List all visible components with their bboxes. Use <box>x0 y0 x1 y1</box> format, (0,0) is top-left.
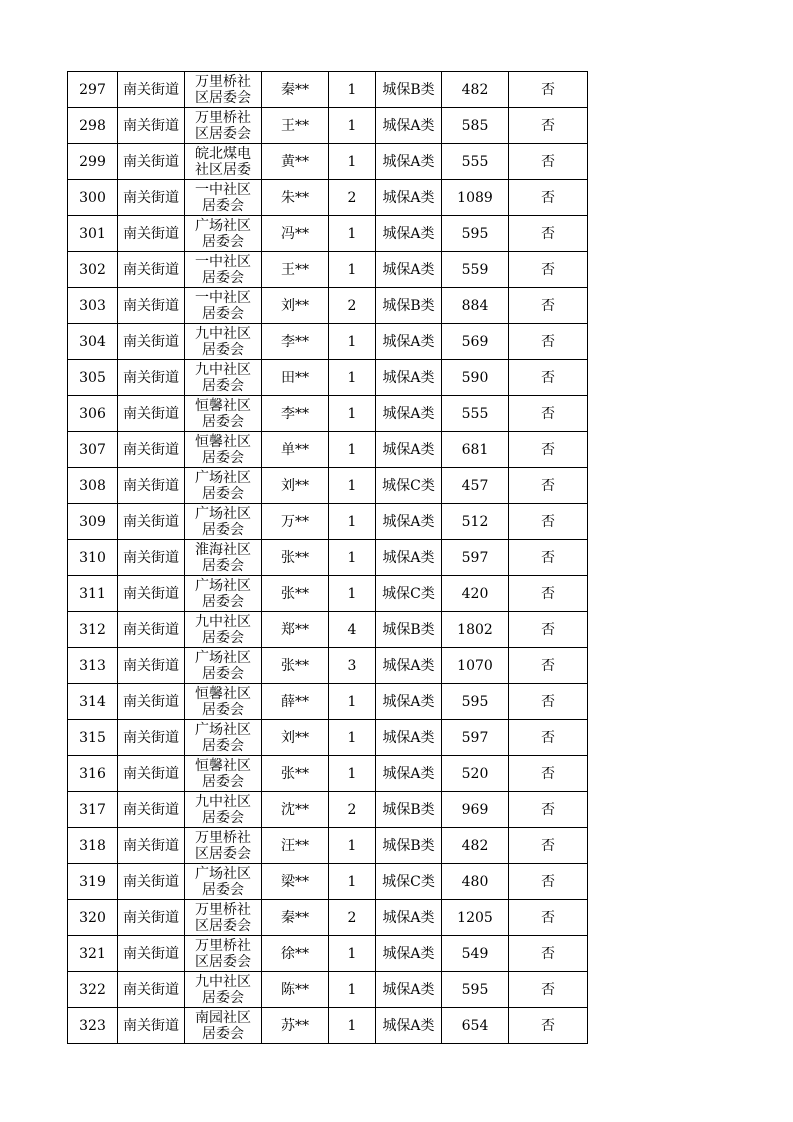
serial-number-cell: 304 <box>68 324 118 360</box>
person-name-cell: 薛** <box>262 684 329 720</box>
person-name-cell: 王** <box>262 108 329 144</box>
amount-cell: 420 <box>442 576 509 612</box>
household-count-cell: 1 <box>329 504 376 540</box>
serial-number-cell: 301 <box>68 216 118 252</box>
street-cell: 南关街道 <box>118 396 185 432</box>
community-line: 万里桥社 <box>195 901 251 918</box>
serial-number-cell: 321 <box>68 936 118 972</box>
flag-cell: 否 <box>509 252 588 288</box>
community-line: 广场社区 <box>195 721 251 738</box>
person-name-cell: 梁** <box>262 864 329 900</box>
community-cell <box>185 756 262 792</box>
community-line: 居委会 <box>202 557 244 574</box>
household-count-cell: 1 <box>329 576 376 612</box>
insurance-type-cell: 城保A类 <box>376 936 442 972</box>
person-name-cell: 张** <box>262 756 329 792</box>
amount-cell: 884 <box>442 288 509 324</box>
community-cell <box>185 864 262 900</box>
table-row <box>68 540 588 576</box>
community-line: 九中社区 <box>195 613 251 630</box>
table-row <box>68 828 588 864</box>
amount-cell: 457 <box>442 468 509 504</box>
amount-cell: 512 <box>442 504 509 540</box>
community-cell <box>185 900 262 936</box>
street-cell: 南关街道 <box>118 144 185 180</box>
insurance-type-cell: 城保B类 <box>376 288 442 324</box>
community-line: 恒馨社区 <box>195 757 251 774</box>
serial-number-cell: 323 <box>68 1008 118 1044</box>
insurance-type-cell: 城保A类 <box>376 756 442 792</box>
flag-cell: 否 <box>509 900 588 936</box>
table-row <box>68 684 588 720</box>
serial-number-cell: 315 <box>68 720 118 756</box>
amount-cell: 482 <box>442 828 509 864</box>
amount-cell: 569 <box>442 324 509 360</box>
community-line: 广场社区 <box>195 505 251 522</box>
household-count-cell: 1 <box>329 756 376 792</box>
flag-cell: 否 <box>509 216 588 252</box>
community-cell <box>185 720 262 756</box>
insurance-type-cell: 城保A类 <box>376 180 442 216</box>
flag-cell: 否 <box>509 288 588 324</box>
community-cell <box>185 396 262 432</box>
person-name-cell: 王** <box>262 252 329 288</box>
person-name-cell: 刘** <box>262 468 329 504</box>
flag-cell: 否 <box>509 396 588 432</box>
insurance-type-cell: 城保A类 <box>376 972 442 1008</box>
community-cell <box>185 252 262 288</box>
table-row <box>68 108 588 144</box>
community-line: 万里桥社 <box>195 73 251 90</box>
serial-number-cell: 310 <box>68 540 118 576</box>
serial-number-cell: 309 <box>68 504 118 540</box>
community-cell <box>185 792 262 828</box>
serial-number-cell: 303 <box>68 288 118 324</box>
community-cell <box>185 828 262 864</box>
community-line: 居委会 <box>202 269 244 286</box>
community-line: 社区居委 <box>195 161 251 178</box>
household-count-cell: 1 <box>329 252 376 288</box>
street-cell: 南关街道 <box>118 648 185 684</box>
insurance-type-cell: 城保A类 <box>376 108 442 144</box>
person-name-cell: 刘** <box>262 288 329 324</box>
community-cell <box>185 288 262 324</box>
amount-cell: 597 <box>442 720 509 756</box>
street-cell: 南关街道 <box>118 252 185 288</box>
insurance-type-cell: 城保B类 <box>376 828 442 864</box>
community-line: 居委会 <box>202 701 244 718</box>
flag-cell: 否 <box>509 684 588 720</box>
street-cell: 南关街道 <box>118 864 185 900</box>
serial-number-cell: 317 <box>68 792 118 828</box>
person-name-cell: 张** <box>262 576 329 612</box>
amount-cell: 555 <box>442 144 509 180</box>
community-line: 广场社区 <box>195 865 251 882</box>
community-line: 九中社区 <box>195 973 251 990</box>
community-cell <box>185 540 262 576</box>
flag-cell: 否 <box>509 720 588 756</box>
street-cell: 南关街道 <box>118 828 185 864</box>
table-row <box>68 864 588 900</box>
amount-cell: 590 <box>442 360 509 396</box>
person-name-cell: 单** <box>262 432 329 468</box>
amount-cell: 595 <box>442 972 509 1008</box>
community-line: 居委会 <box>202 989 244 1006</box>
street-cell: 南关街道 <box>118 72 185 108</box>
serial-number-cell: 311 <box>68 576 118 612</box>
household-count-cell: 1 <box>329 324 376 360</box>
table-row <box>68 432 588 468</box>
street-cell: 南关街道 <box>118 468 185 504</box>
community-line: 居委会 <box>202 521 244 538</box>
community-cell <box>185 576 262 612</box>
flag-cell: 否 <box>509 972 588 1008</box>
table-row <box>68 900 588 936</box>
household-count-cell: 1 <box>329 828 376 864</box>
flag-cell: 否 <box>509 324 588 360</box>
street-cell: 南关街道 <box>118 720 185 756</box>
person-name-cell: 张** <box>262 540 329 576</box>
amount-cell: 654 <box>442 1008 509 1044</box>
person-name-cell: 李** <box>262 324 329 360</box>
community-cell <box>185 468 262 504</box>
serial-number-cell: 305 <box>68 360 118 396</box>
community-line: 居委会 <box>202 593 244 610</box>
community-line: 居委会 <box>202 341 244 358</box>
table-row <box>68 144 588 180</box>
household-count-cell: 1 <box>329 864 376 900</box>
serial-number-cell: 318 <box>68 828 118 864</box>
community-line: 居委会 <box>202 665 244 682</box>
community-line: 居委会 <box>202 809 244 826</box>
table-row <box>68 180 588 216</box>
flag-cell: 否 <box>509 576 588 612</box>
table-row <box>68 648 588 684</box>
household-count-cell: 1 <box>329 144 376 180</box>
household-count-cell: 1 <box>329 216 376 252</box>
community-cell <box>185 648 262 684</box>
community-line: 广场社区 <box>195 577 251 594</box>
insurance-type-cell: 城保B类 <box>376 72 442 108</box>
serial-number-cell: 300 <box>68 180 118 216</box>
amount-cell: 1089 <box>442 180 509 216</box>
serial-number-cell: 314 <box>68 684 118 720</box>
insurance-type-cell: 城保A类 <box>376 396 442 432</box>
household-count-cell: 3 <box>329 648 376 684</box>
flag-cell: 否 <box>509 936 588 972</box>
person-name-cell: 张** <box>262 648 329 684</box>
community-cell <box>185 360 262 396</box>
flag-cell: 否 <box>509 792 588 828</box>
community-cell <box>185 684 262 720</box>
flag-cell: 否 <box>509 108 588 144</box>
community-cell <box>185 108 262 144</box>
community-line: 一中社区 <box>195 289 251 306</box>
flag-cell: 否 <box>509 612 588 648</box>
street-cell: 南关街道 <box>118 972 185 1008</box>
flag-cell: 否 <box>509 360 588 396</box>
flag-cell: 否 <box>509 648 588 684</box>
community-cell <box>185 324 262 360</box>
serial-number-cell: 299 <box>68 144 118 180</box>
community-cell <box>185 72 262 108</box>
community-line: 恒馨社区 <box>195 685 251 702</box>
flag-cell: 否 <box>509 864 588 900</box>
street-cell: 南关街道 <box>118 504 185 540</box>
household-count-cell: 1 <box>329 108 376 144</box>
community-line: 淮海社区 <box>195 541 251 558</box>
community-line: 一中社区 <box>195 181 251 198</box>
household-count-cell: 2 <box>329 792 376 828</box>
insurance-type-cell: 城保A类 <box>376 216 442 252</box>
street-cell: 南关街道 <box>118 900 185 936</box>
person-name-cell: 陈** <box>262 972 329 1008</box>
street-cell: 南关街道 <box>118 1008 185 1044</box>
flag-cell: 否 <box>509 504 588 540</box>
household-count-cell: 1 <box>329 72 376 108</box>
table-row <box>68 216 588 252</box>
community-cell <box>185 612 262 648</box>
household-count-cell: 1 <box>329 684 376 720</box>
household-count-cell: 2 <box>329 180 376 216</box>
household-count-cell: 2 <box>329 288 376 324</box>
amount-cell: 595 <box>442 216 509 252</box>
person-name-cell: 田** <box>262 360 329 396</box>
street-cell: 南关街道 <box>118 684 185 720</box>
community-line: 广场社区 <box>195 217 251 234</box>
serial-number-cell: 319 <box>68 864 118 900</box>
person-name-cell: 苏** <box>262 1008 329 1044</box>
amount-cell: 1070 <box>442 648 509 684</box>
household-count-cell: 1 <box>329 468 376 504</box>
amount-cell: 1205 <box>442 900 509 936</box>
street-cell: 南关街道 <box>118 756 185 792</box>
amount-cell: 482 <box>442 72 509 108</box>
table-row <box>68 1008 588 1044</box>
street-cell: 南关街道 <box>118 216 185 252</box>
serial-number-cell: 316 <box>68 756 118 792</box>
street-cell: 南关街道 <box>118 288 185 324</box>
household-count-cell: 1 <box>329 396 376 432</box>
community-cell <box>185 432 262 468</box>
records-table <box>67 71 588 1044</box>
table-row <box>68 576 588 612</box>
serial-number-cell: 320 <box>68 900 118 936</box>
table-row <box>68 396 588 432</box>
community-cell <box>185 936 262 972</box>
insurance-type-cell: 城保A类 <box>376 540 442 576</box>
person-name-cell: 冯** <box>262 216 329 252</box>
household-count-cell: 1 <box>329 936 376 972</box>
street-cell: 南关街道 <box>118 432 185 468</box>
person-name-cell: 徐** <box>262 936 329 972</box>
serial-number-cell: 308 <box>68 468 118 504</box>
street-cell: 南关街道 <box>118 576 185 612</box>
serial-number-cell: 322 <box>68 972 118 1008</box>
community-line: 居委会 <box>202 449 244 466</box>
household-count-cell: 2 <box>329 900 376 936</box>
community-cell <box>185 216 262 252</box>
community-line: 居委会 <box>202 881 244 898</box>
flag-cell: 否 <box>509 432 588 468</box>
community-line: 九中社区 <box>195 793 251 810</box>
community-line: 居委会 <box>202 377 244 394</box>
person-name-cell: 秦** <box>262 900 329 936</box>
table-row <box>68 972 588 1008</box>
flag-cell: 否 <box>509 180 588 216</box>
serial-number-cell: 298 <box>68 108 118 144</box>
person-name-cell: 郑** <box>262 612 329 648</box>
insurance-type-cell: 城保B类 <box>376 612 442 648</box>
street-cell: 南关街道 <box>118 108 185 144</box>
community-line: 居委会 <box>202 629 244 646</box>
amount-cell: 555 <box>442 396 509 432</box>
community-line: 居委会 <box>202 485 244 502</box>
insurance-type-cell: 城保A类 <box>376 720 442 756</box>
person-name-cell: 万** <box>262 504 329 540</box>
insurance-type-cell: 城保A类 <box>376 648 442 684</box>
serial-number-cell: 306 <box>68 396 118 432</box>
community-line: 区居委会 <box>195 89 251 106</box>
person-name-cell: 刘** <box>262 720 329 756</box>
community-line: 恒馨社区 <box>195 397 251 414</box>
community-line: 广场社区 <box>195 649 251 666</box>
community-line: 居委会 <box>202 1025 244 1042</box>
flag-cell: 否 <box>509 540 588 576</box>
community-line: 区居委会 <box>195 845 251 862</box>
serial-number-cell: 302 <box>68 252 118 288</box>
insurance-type-cell: 城保A类 <box>376 360 442 396</box>
person-name-cell: 沈** <box>262 792 329 828</box>
community-line: 区居委会 <box>195 125 251 142</box>
table-row <box>68 288 588 324</box>
table-row <box>68 720 588 756</box>
insurance-type-cell: 城保C类 <box>376 864 442 900</box>
household-count-cell: 4 <box>329 612 376 648</box>
table-row <box>68 252 588 288</box>
community-cell <box>185 180 262 216</box>
insurance-type-cell: 城保A类 <box>376 684 442 720</box>
community-line: 区居委会 <box>195 917 251 934</box>
community-cell <box>185 144 262 180</box>
street-cell: 南关街道 <box>118 324 185 360</box>
flag-cell: 否 <box>509 1008 588 1044</box>
community-line: 区居委会 <box>195 953 251 970</box>
table-row <box>68 936 588 972</box>
household-count-cell: 1 <box>329 540 376 576</box>
street-cell: 南关街道 <box>118 936 185 972</box>
community-line: 一中社区 <box>195 253 251 270</box>
amount-cell: 1802 <box>442 612 509 648</box>
person-name-cell: 朱** <box>262 180 329 216</box>
community-cell <box>185 1008 262 1044</box>
community-line: 居委会 <box>202 233 244 250</box>
insurance-type-cell: 城保C类 <box>376 576 442 612</box>
community-line: 居委会 <box>202 737 244 754</box>
community-line: 居委会 <box>202 773 244 790</box>
flag-cell: 否 <box>509 468 588 504</box>
table-row <box>68 360 588 396</box>
serial-number-cell: 307 <box>68 432 118 468</box>
community-line: 万里桥社 <box>195 937 251 954</box>
person-name-cell: 秦** <box>262 72 329 108</box>
serial-number-cell: 312 <box>68 612 118 648</box>
amount-cell: 520 <box>442 756 509 792</box>
table-row <box>68 504 588 540</box>
insurance-type-cell: 城保A类 <box>376 900 442 936</box>
community-line: 广场社区 <box>195 469 251 486</box>
household-count-cell: 1 <box>329 432 376 468</box>
amount-cell: 549 <box>442 936 509 972</box>
person-name-cell: 黄** <box>262 144 329 180</box>
community-line: 九中社区 <box>195 361 251 378</box>
amount-cell: 969 <box>442 792 509 828</box>
amount-cell: 480 <box>442 864 509 900</box>
community-line: 皖北煤电 <box>195 145 251 162</box>
insurance-type-cell: 城保A类 <box>376 144 442 180</box>
flag-cell: 否 <box>509 828 588 864</box>
flag-cell: 否 <box>509 72 588 108</box>
community-line: 万里桥社 <box>195 109 251 126</box>
table-row <box>68 324 588 360</box>
flag-cell: 否 <box>509 144 588 180</box>
household-count-cell: 1 <box>329 972 376 1008</box>
amount-cell: 559 <box>442 252 509 288</box>
insurance-type-cell: 城保A类 <box>376 252 442 288</box>
community-line: 南园社区 <box>195 1009 251 1026</box>
table-row <box>68 756 588 792</box>
household-count-cell: 1 <box>329 720 376 756</box>
community-cell <box>185 972 262 1008</box>
amount-cell: 595 <box>442 684 509 720</box>
household-count-cell: 1 <box>329 1008 376 1044</box>
street-cell: 南关街道 <box>118 540 185 576</box>
table-row <box>68 468 588 504</box>
community-line: 居委会 <box>202 197 244 214</box>
serial-number-cell: 313 <box>68 648 118 684</box>
table-row <box>68 612 588 648</box>
serial-number-cell: 297 <box>68 72 118 108</box>
person-name-cell: 李** <box>262 396 329 432</box>
amount-cell: 597 <box>442 540 509 576</box>
insurance-type-cell: 城保B类 <box>376 792 442 828</box>
records-table-body <box>68 72 588 1044</box>
insurance-type-cell: 城保C类 <box>376 468 442 504</box>
street-cell: 南关街道 <box>118 792 185 828</box>
community-cell <box>185 504 262 540</box>
insurance-type-cell: 城保A类 <box>376 324 442 360</box>
street-cell: 南关街道 <box>118 180 185 216</box>
amount-cell: 681 <box>442 432 509 468</box>
insurance-type-cell: 城保A类 <box>376 1008 442 1044</box>
table-row <box>68 792 588 828</box>
insurance-type-cell: 城保A类 <box>376 432 442 468</box>
household-count-cell: 1 <box>329 360 376 396</box>
community-line: 恒馨社区 <box>195 433 251 450</box>
amount-cell: 585 <box>442 108 509 144</box>
community-line: 居委会 <box>202 413 244 430</box>
community-line: 九中社区 <box>195 325 251 342</box>
person-name-cell: 汪** <box>262 828 329 864</box>
community-line: 万里桥社 <box>195 829 251 846</box>
street-cell: 南关街道 <box>118 360 185 396</box>
insurance-type-cell: 城保A类 <box>376 504 442 540</box>
flag-cell: 否 <box>509 756 588 792</box>
table-row <box>68 72 588 108</box>
street-cell: 南关街道 <box>118 612 185 648</box>
community-line: 居委会 <box>202 305 244 322</box>
